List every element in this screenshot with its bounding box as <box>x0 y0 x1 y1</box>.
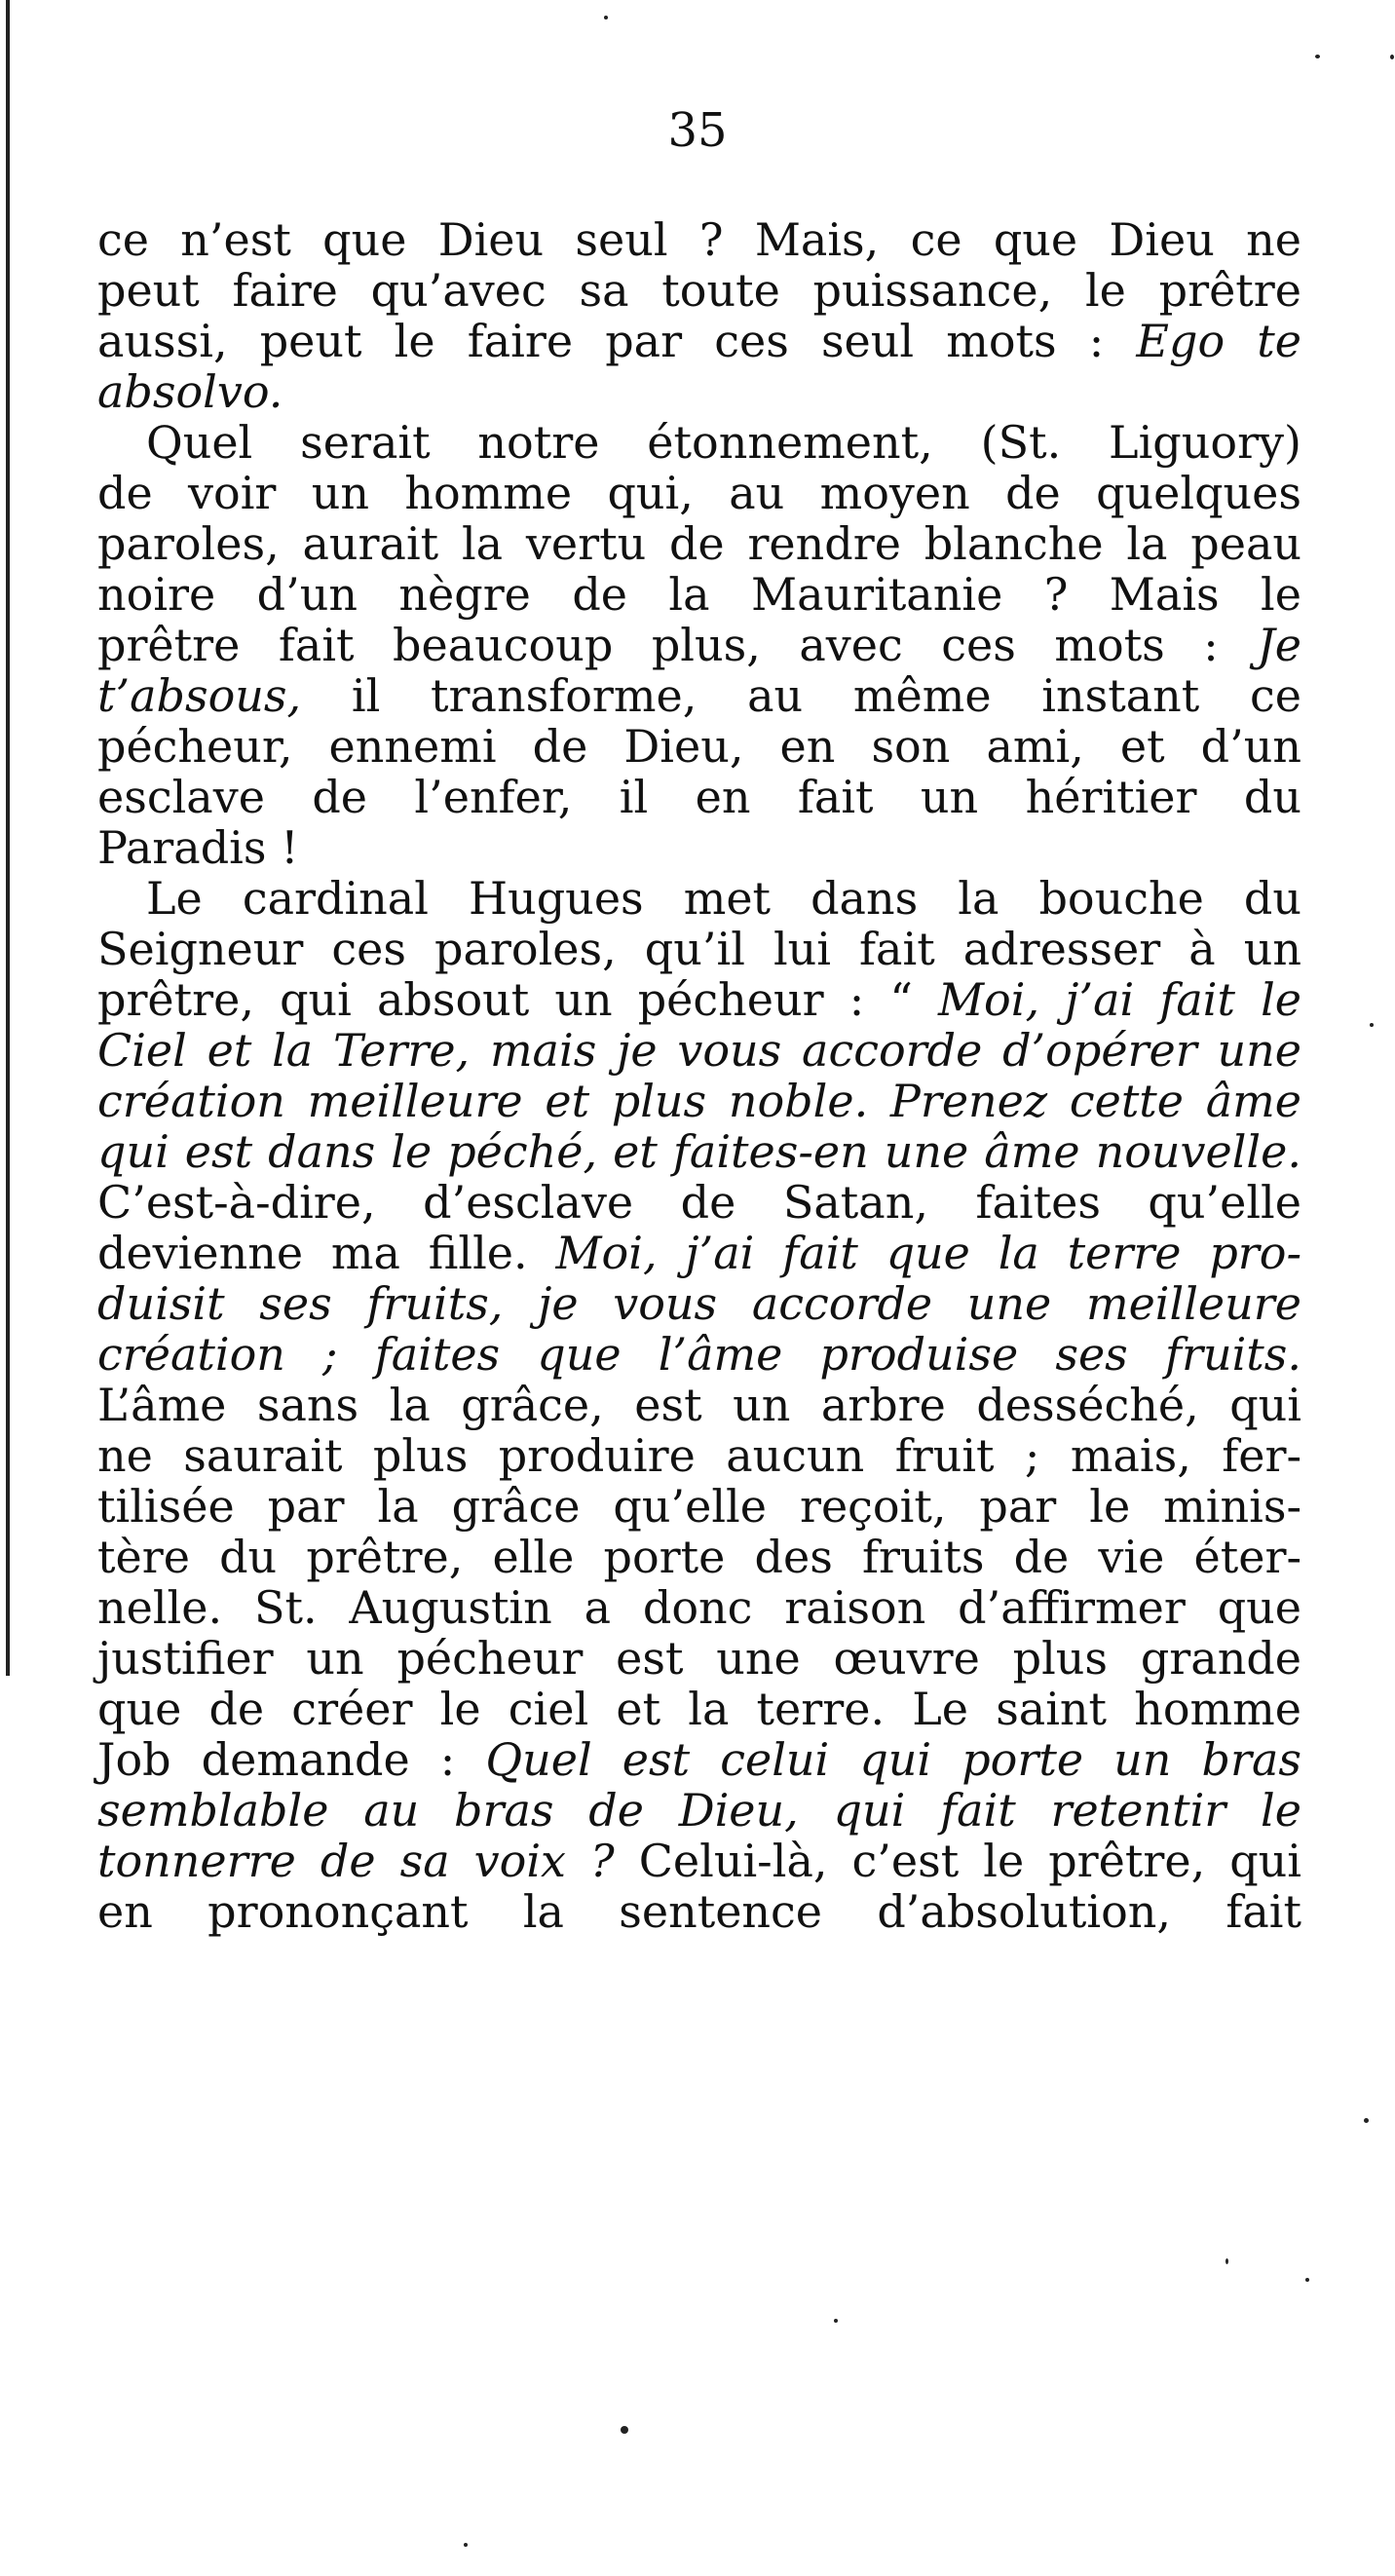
italic-text: semblable au bras de Dieu, qui fait retentir le <box>97 1784 1301 1837</box>
text-run: ne saurait plus produire aucun fruit ; mais, fer- <box>97 1429 1301 1482</box>
text-line <box>97 569 1301 620</box>
italic-text: duisit ses fruits, je vous accorde une meilleure <box>97 1277 1301 1330</box>
body-text <box>97 214 1301 1937</box>
text-run: justifier un pécheur est une œuvre plus grande <box>97 1632 1301 1685</box>
text-run: Job demande : <box>97 1733 486 1786</box>
italic-text: Ciel et la Terre, mais je vous accorde d’opérer une <box>97 1024 1301 1077</box>
ink-speck <box>1370 1023 1374 1027</box>
text-line <box>97 1481 1301 1532</box>
italic-text: Quel est celui qui porte un bras <box>485 1733 1301 1786</box>
text-line <box>97 822 1301 873</box>
text-line <box>97 873 1301 924</box>
italic-text: tonnerre de sa voix ? <box>97 1835 615 1887</box>
ink-speck <box>1305 2278 1309 2282</box>
italic-text: Ego te <box>1136 315 1301 367</box>
text-line <box>97 1228 1301 1278</box>
text-line <box>97 1076 1301 1126</box>
text-line <box>97 1329 1301 1380</box>
text-line <box>97 924 1301 974</box>
text-run: prêtre, qui absout un pécheur : “ <box>97 973 938 1026</box>
page-edge-rule <box>6 0 10 1676</box>
text-line <box>97 1532 1301 1582</box>
text-line <box>97 417 1301 468</box>
text-run: noire d’un nègre de la Mauritanie ? Mais le <box>97 568 1301 621</box>
text-run: de voir un homme qui, au moyen de quelques <box>97 467 1301 519</box>
text-line <box>97 670 1301 721</box>
text-run: il transforme, au même instant ce <box>301 669 1301 722</box>
italic-text: Je <box>1257 619 1301 671</box>
text-line <box>97 1836 1301 1886</box>
text-run: peut faire qu’avec sa toute puissance, le prêtre <box>97 264 1301 317</box>
text-line <box>97 1177 1301 1228</box>
text-line <box>97 1278 1301 1329</box>
text-run: que de créer le ciel et la terre. Le saint homme <box>97 1683 1301 1735</box>
text-line <box>97 214 1301 265</box>
text-line <box>97 1684 1301 1734</box>
ink-speck <box>464 2543 468 2547</box>
ink-speck <box>834 2319 838 2323</box>
italic-text: création ; faites que l’âme produise ses fruits. <box>97 1328 1301 1381</box>
text-line <box>97 1025 1301 1076</box>
text-run: pécheur, ennemi de Dieu, en son ami, et d’un <box>97 720 1301 773</box>
italic-text: absolvo. <box>97 365 283 418</box>
ink-speck <box>1364 2118 1369 2123</box>
ink-speck <box>1390 55 1394 59</box>
text-line <box>97 620 1301 670</box>
text-run: devienne ma fille. <box>97 1227 556 1279</box>
text-run: paroles, aurait la vertu de rendre blanche la peau <box>97 517 1301 570</box>
text-run: Quel serait notre étonnement, (St. Liguory) <box>146 416 1301 469</box>
text-run: tilisée par la grâce qu’elle reçoit, par le minis- <box>97 1480 1301 1533</box>
text-run: Paradis ! <box>97 821 299 874</box>
text-run: C’est-à-dire, d’esclave de Satan, faites qu’elle <box>97 1176 1301 1229</box>
text-run: esclave de l’enfer, il en fait un héritier du <box>97 771 1301 823</box>
text-line <box>97 1734 1301 1785</box>
italic-text: Moi, j’ai fait le <box>937 973 1302 1026</box>
text-line <box>97 265 1301 316</box>
ink-speck <box>1315 55 1320 58</box>
text-line <box>97 721 1301 772</box>
text-line <box>97 974 1301 1025</box>
text-run: en prononçant la sentence d’absolution, fait <box>97 1885 1301 1938</box>
text-line <box>97 1126 1301 1177</box>
ink-speck <box>621 2426 628 2434</box>
text-line <box>97 772 1301 822</box>
page-number: 35 <box>667 103 728 158</box>
ink-speck <box>1225 2258 1228 2264</box>
text-line <box>97 1785 1301 1836</box>
text-run: Seigneur ces paroles, qu’il lui fait adresser à un <box>97 923 1301 975</box>
text-line <box>97 1380 1301 1430</box>
italic-text: Moi, j’ai fait que la terre pro- <box>555 1227 1301 1279</box>
text-line <box>97 1430 1301 1481</box>
text-run: prêtre fait beaucoup plus, avec ces mots : <box>97 619 1258 671</box>
text-line <box>97 518 1301 569</box>
italic-text: qui est dans le péché, et faites-en une âme nouvelle. <box>97 1125 1301 1178</box>
text-run: Le cardinal Hugues met dans la bouche du <box>146 872 1301 925</box>
text-line <box>97 1633 1301 1684</box>
italic-text: création meilleure et plus noble. Prenez cette âme <box>97 1075 1301 1127</box>
text-line <box>97 1886 1301 1937</box>
text-run: nelle. St. Augustin a donc raison d’affirmer que <box>97 1581 1301 1634</box>
text-run: tère du prêtre, elle porte des fruits de vie éter- <box>97 1531 1301 1583</box>
text-run: Celui-là, c’est le prêtre, qui <box>614 1835 1302 1887</box>
text-run: L’âme sans la grâce, est un arbre desséché, qui <box>97 1379 1301 1431</box>
italic-text: t’absous, <box>97 669 302 722</box>
text-line <box>97 468 1301 518</box>
text-line <box>97 366 1301 417</box>
text-line <box>97 1582 1301 1633</box>
text-run: ce n’est que Dieu seul ? Mais, ce que Dieu ne <box>97 213 1301 266</box>
text-line <box>97 316 1301 366</box>
text-run: aussi, peut le faire par ces seul mots : <box>97 315 1137 367</box>
ink-speck <box>604 16 608 19</box>
